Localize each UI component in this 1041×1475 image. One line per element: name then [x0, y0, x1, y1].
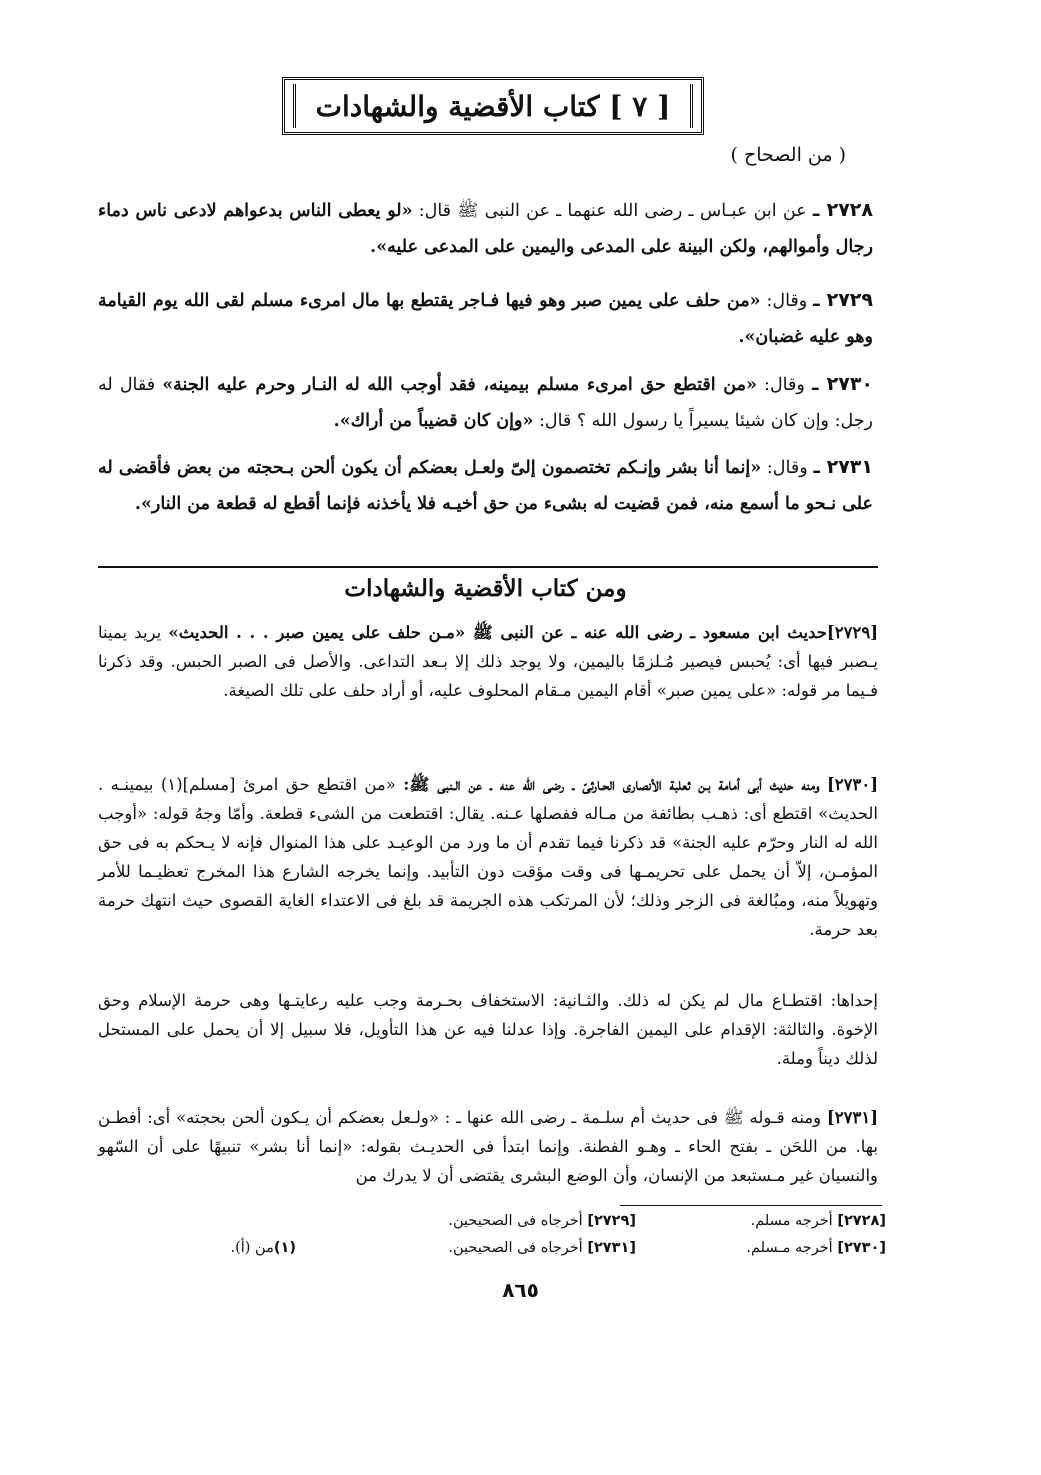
page-number: ٨٦٥ [502, 1278, 539, 1302]
commentary-body: «من اقتطع حق امرئ [مسلم](١) بيمينـه . الحديث» اقتطع أى: ذهـب بطائفة من مـاله ففصلها عـنه. يقال: اقتطعت من الشىء قطعة. وأمّا وجهُ قوله: «أوجب الله له النار وحرّم عليه الجنة» قد ذكرنا فيما تقدم أن ما ورد من الوعيـد على هذا المنوال فإنه لا يـحكم به فى حق المؤمـن، إلاّ أن يحمل على تحريمـها فى وقت مؤقت دون التأبيد. وإنما يخرجه الشارع هذا المخرج تعظيـما للأمر وتهويلاً منه، ومبُالغة فى الزجر وذلك؛ لأن المرتكب هذه الجريمة قد بلغ فى الاعتداء الغاية القصوى حيث انتهك حرمة بعد حرمة. [98, 775, 878, 939]
footnote-1 [230, 1240, 296, 1256]
footnote-2730 [746, 1240, 886, 1256]
hadith-intro: وقال: [756, 375, 805, 395]
commentary-body: ومنه قـوله ﷺ فى حديث أم سلـمة ـ رضى الله عنها ـ : «ولـعل بعضكم أن يـكون ألحن بحجته» أى: أفطـن بها. من اللحَن ـ بفتح الحاء ـ وهـو الفطنة. وإنما ابتدأ فى الحديـث بقوله: «إنما أنا بشر» تنبيهًا على أن السّهو والنسيان غير مـستبعد من الإنسان، وأن الوضع البشرى يقتضى أن لا يدرك من [98, 1108, 878, 1185]
commentary-heading: ومن كتاب الأقضية والشهادات [344, 575, 627, 602]
hadith-number: ٢٧٢٨ ـ [812, 199, 873, 221]
hadith-intro: وقال: [761, 458, 808, 478]
section-divider [98, 566, 878, 568]
section-subtitle: ( من الصحاح ) [730, 144, 846, 166]
hadith-intro: عن ابن عبـاس ـ رضى الله عنهما ـ عن النبى ﷺ قال: [412, 201, 807, 221]
footnote-2731 [448, 1240, 636, 1256]
commentary-body: يريد يمينا يـصبر فيها أى: يُحبس فيصير مُـلزمًا باليمين، ولا يوجد ذلك إلا بـعد التداعى. والأصل فى الصبر الحبس. وقد ذكرنا فـيما مر قوله: «على يمين صبر» أقام اليمين مـقام المحلوف عليه، أو أراد حلف على تلك الصيغة. [98, 623, 878, 700]
hadith-number: ٢٧٣١ ـ [813, 456, 873, 478]
hadith-text: «من اقتطع حق امرىء مسلم بيمينه، فقد أوجب الله له النـار وحرم عليه الجنة» [162, 375, 757, 395]
footnote-text: أخرجه مـسلم. [746, 1240, 838, 1256]
commentary-lead: حديث ابن مسعود ـ رضى الله عنه ـ عن النبى ﷺ «مـن حلف على يمين صبر . . . الحديث» [168, 623, 827, 642]
footnote-text: أخرجه مسلم. [750, 1213, 838, 1229]
commentary-ref: [٢٧٢٩] [826, 623, 878, 642]
commentary-2729 [98, 618, 878, 705]
commentary-2731 [98, 1103, 878, 1190]
hadith-number: ٢٧٣٠ ـ [811, 373, 874, 395]
commentary-body: إحداها: اقتطـاع مال لم يكن له ذلك. والثـانية: الاستخفاف بحـرمة وجب عليه رعايتـها وهى حرمة الإسلام وحق الإخوة. والثالثة: الإقدام على اليمين الفاجرة. وإذا عدلنا فيه عن هذا التأويل، فلا سبيل إلا أن يحمل على المستحل لذلك ديناً وملة. [98, 991, 878, 1068]
commentary-2730 [98, 770, 878, 944]
chapter-title: [ ٧ ] كتاب الأقضية والشهادات [315, 90, 671, 123]
hadith-2729 [98, 282, 873, 355]
commentary-ref: [٢٧٣١] [826, 1108, 878, 1127]
footnote-ref: (١) [273, 1240, 296, 1256]
chapter-title-frame [282, 77, 704, 135]
hadith-text: «لو يعطى الناس بدعواهم لادعى ناس دماء رجال وأموالهم، ولكن البينة على المدعى واليمين على المدعى عليه». [98, 201, 873, 257]
commentary-lead: ومنه حديث أبى أمامة بـن ثعلبة الأنصارى الحـارثىّ ـ رضى الله عنه ـ عن الـنبى ﷺ: [403, 775, 820, 794]
footnote-ref: [٢٧٣١] [587, 1240, 636, 1256]
hadith-answer: «وإن كان قضيباً من أراك». [333, 411, 534, 431]
footnote-text: أخرجاه فى الصحيحين. [448, 1213, 588, 1229]
footnote-ref: [٢٧٢٨] [837, 1213, 886, 1229]
footnote-ref: [٢٧٣٠] [837, 1240, 886, 1256]
footnote-2728 [751, 1213, 886, 1229]
commentary-ref: [٢٧٣٠] [826, 775, 879, 794]
hadith-text: «إنما أنا بشر وإنـكم تختصمون إلىّ ولعـل بعضكم أن يكون ألحن بـحجته من بعض فأقضى له على نـحو ما أسمع منه، فمن قضيت له بشىء من حق أخيـه فلا يأخذنه فإنما أقطع له قطعة من النار». [98, 458, 873, 514]
hadith-number: ٢٧٢٩ ـ [813, 289, 873, 311]
hadith-2730 [98, 366, 873, 439]
hadith-intro: وقال: [760, 291, 808, 311]
hadith-question: فقال له رجل: وإن كان شيئا يسيراً يا رسول الله ؟ قال: [98, 375, 873, 431]
commentary-2730-continued [98, 986, 878, 1073]
footnote-divider [620, 1205, 882, 1206]
hadith-text: «من حلف على يمين صبر وهو فيها فـاجر يقتطع بها مال امرىء مسلم لقى الله يوم القيامة وهو عليه غضبان». [98, 291, 873, 347]
hadith-2731 [98, 449, 873, 522]
footnote-text: من (أ). [230, 1240, 274, 1256]
hadith-2728 [98, 192, 873, 265]
footnote-2729 [448, 1213, 636, 1229]
footnote-text: أخرجاه فى الصحيحين. [448, 1240, 588, 1256]
footnote-ref: [٢٧٢٩] [587, 1213, 636, 1229]
